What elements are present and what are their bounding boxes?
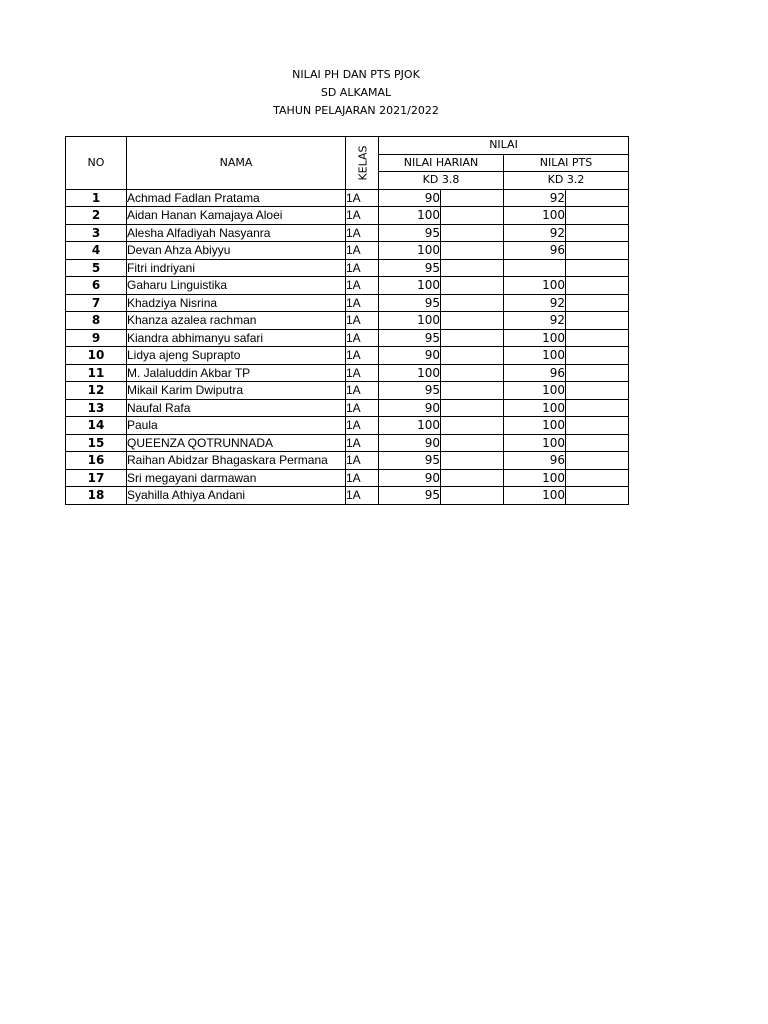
nilai-harian-blank xyxy=(441,487,504,505)
nilai-harian-blank xyxy=(441,469,504,487)
title-line-2: SD ALKAMAL xyxy=(320,86,392,99)
table-row xyxy=(66,469,629,487)
nilai-harian-value: 95 xyxy=(379,224,441,242)
student-class: 1A xyxy=(346,434,379,452)
nilai-harian-value: 100 xyxy=(379,417,441,435)
header-kd-harian: KD 3.8 xyxy=(379,172,504,190)
nilai-pts-value: 100 xyxy=(504,487,566,505)
nilai-harian-blank xyxy=(441,399,504,417)
student-class: 1A xyxy=(346,189,379,207)
row-number: 13 xyxy=(66,399,127,417)
row-number: 7 xyxy=(66,294,127,312)
nilai-pts-blank xyxy=(566,434,629,452)
nilai-pts-value: 100 xyxy=(504,434,566,452)
nilai-harian-blank xyxy=(441,242,504,260)
row-number: 16 xyxy=(66,452,127,470)
row-number: 15 xyxy=(66,434,127,452)
nilai-pts-value: 100 xyxy=(504,329,566,347)
row-number: 2 xyxy=(66,207,127,225)
student-name: Kiandra abhimanyu safari xyxy=(127,329,346,347)
nilai-harian-value: 90 xyxy=(379,469,441,487)
table-row xyxy=(66,189,629,207)
header-kd-pts: KD 3.2 xyxy=(504,172,629,190)
student-name: Naufal Rafa xyxy=(127,399,346,417)
nilai-harian-blank xyxy=(441,259,504,277)
row-number: 1 xyxy=(66,189,127,207)
table-row xyxy=(66,364,629,382)
nilai-pts-value xyxy=(504,259,566,277)
header-nama: NAMA xyxy=(127,137,346,190)
student-class: 1A xyxy=(346,224,379,242)
nilai-pts-blank xyxy=(566,417,629,435)
table-row xyxy=(66,399,629,417)
nilai-pts-value: 100 xyxy=(504,382,566,400)
nilai-pts-blank xyxy=(566,487,629,505)
nilai-pts-blank xyxy=(566,277,629,295)
header-kelas-label: KELAS xyxy=(356,145,370,181)
student-class: 1A xyxy=(346,259,379,277)
table-row xyxy=(66,277,629,295)
nilai-pts-blank xyxy=(566,469,629,487)
nilai-harian-value: 95 xyxy=(379,294,441,312)
nilai-pts-value: 100 xyxy=(504,347,566,365)
nilai-harian-value: 95 xyxy=(379,382,441,400)
table-row xyxy=(66,347,629,365)
student-class: 1A xyxy=(346,312,379,330)
nilai-harian-value: 100 xyxy=(379,207,441,225)
student-class: 1A xyxy=(346,329,379,347)
header-nilai-pts: NILAI PTS xyxy=(504,154,629,172)
table-row xyxy=(66,242,629,260)
table-row xyxy=(66,452,629,470)
nilai-pts-blank xyxy=(566,364,629,382)
nilai-pts-value: 100 xyxy=(504,417,566,435)
header-kelas xyxy=(346,137,379,190)
student-name: QUEENZA QOTRUNNADA xyxy=(127,434,346,452)
nilai-harian-blank xyxy=(441,312,504,330)
nilai-harian-blank xyxy=(441,347,504,365)
row-number: 4 xyxy=(66,242,127,260)
table-row xyxy=(66,487,629,505)
table-row xyxy=(66,312,629,330)
student-class: 1A xyxy=(346,242,379,260)
row-number: 3 xyxy=(66,224,127,242)
nilai-harian-value: 90 xyxy=(379,434,441,452)
nilai-harian-value: 100 xyxy=(379,364,441,382)
nilai-harian-blank xyxy=(441,294,504,312)
student-class: 1A xyxy=(346,382,379,400)
table-body xyxy=(66,189,629,504)
nilai-harian-blank xyxy=(441,277,504,295)
student-class: 1A xyxy=(346,487,379,505)
student-name: Syahilla Athiya Andani xyxy=(127,487,346,505)
nilai-harian-value: 100 xyxy=(379,277,441,295)
student-name: Mikail Karim Dwiputra xyxy=(127,382,346,400)
title-line-1: NILAI PH DAN PTS PJOK xyxy=(292,68,420,81)
row-number: 12 xyxy=(66,382,127,400)
nilai-pts-value: 100 xyxy=(504,469,566,487)
table-row xyxy=(66,329,629,347)
nilai-pts-blank xyxy=(566,312,629,330)
student-name: Khanza azalea rachman xyxy=(127,312,346,330)
nilai-harian-value: 95 xyxy=(379,329,441,347)
student-name: Khadziya Nisrina xyxy=(127,294,346,312)
nilai-harian-blank xyxy=(441,417,504,435)
nilai-harian-blank xyxy=(441,382,504,400)
nilai-harian-blank xyxy=(441,224,504,242)
nilai-pts-value: 92 xyxy=(504,189,566,207)
table-row xyxy=(66,259,629,277)
row-number: 5 xyxy=(66,259,127,277)
table-row xyxy=(66,417,629,435)
student-class: 1A xyxy=(346,207,379,225)
student-name: Lidya ajeng Suprapto xyxy=(127,347,346,365)
nilai-pts-value: 100 xyxy=(504,399,566,417)
row-number: 14 xyxy=(66,417,127,435)
student-class: 1A xyxy=(346,294,379,312)
nilai-harian-blank xyxy=(441,434,504,452)
nilai-pts-blank xyxy=(566,224,629,242)
nilai-harian-value: 95 xyxy=(379,487,441,505)
nilai-pts-value: 96 xyxy=(504,364,566,382)
header-nilai-harian: NILAI HARIAN xyxy=(379,154,504,172)
student-class: 1A xyxy=(346,364,379,382)
row-number: 11 xyxy=(66,364,127,382)
student-class: 1A xyxy=(346,347,379,365)
nilai-pts-blank xyxy=(566,329,629,347)
student-class: 1A xyxy=(346,417,379,435)
student-name: Devan Ahza Abiyyu xyxy=(127,242,346,260)
nilai-pts-value: 96 xyxy=(504,242,566,260)
title-line-3: TAHUN PELAJARAN 2021/2022 xyxy=(273,104,439,117)
student-name: Raihan Abidzar Bhagaskara Permana xyxy=(127,452,346,470)
row-number: 10 xyxy=(66,347,127,365)
table-row xyxy=(66,434,629,452)
student-class: 1A xyxy=(346,399,379,417)
nilai-harian-blank xyxy=(441,364,504,382)
nilai-pts-blank xyxy=(566,399,629,417)
nilai-pts-blank xyxy=(566,207,629,225)
nilai-pts-blank xyxy=(566,294,629,312)
student-name: Sri megayani darmawan xyxy=(127,469,346,487)
nilai-harian-blank xyxy=(441,329,504,347)
document-title xyxy=(0,66,712,120)
header-no: NO xyxy=(66,137,127,190)
student-name: M. Jalaluddin Akbar TP xyxy=(127,364,346,382)
nilai-harian-blank xyxy=(441,207,504,225)
student-class: 1A xyxy=(346,452,379,470)
student-name: Fitri indriyani xyxy=(127,259,346,277)
nilai-pts-blank xyxy=(566,347,629,365)
row-number: 6 xyxy=(66,277,127,295)
nilai-pts-value: 100 xyxy=(504,207,566,225)
grades-table xyxy=(65,136,629,505)
nilai-pts-blank xyxy=(566,382,629,400)
row-number: 17 xyxy=(66,469,127,487)
student-name: Gaharu Linguistika xyxy=(127,277,346,295)
nilai-pts-blank xyxy=(566,242,629,260)
student-name: Alesha Alfadiyah Nasyanra xyxy=(127,224,346,242)
nilai-harian-value: 100 xyxy=(379,312,441,330)
row-number: 9 xyxy=(66,329,127,347)
student-class: 1A xyxy=(346,277,379,295)
nilai-pts-blank xyxy=(566,189,629,207)
nilai-harian-value: 95 xyxy=(379,452,441,470)
student-name: Aidan Hanan Kamajaya Aloei xyxy=(127,207,346,225)
nilai-pts-value: 96 xyxy=(504,452,566,470)
student-name: Achmad Fadlan Pratama xyxy=(127,189,346,207)
nilai-pts-value: 100 xyxy=(504,277,566,295)
table-row xyxy=(66,382,629,400)
row-number: 18 xyxy=(66,487,127,505)
nilai-pts-blank xyxy=(566,259,629,277)
nilai-pts-blank xyxy=(566,452,629,470)
nilai-harian-blank xyxy=(441,189,504,207)
nilai-harian-value: 90 xyxy=(379,347,441,365)
row-number: 8 xyxy=(66,312,127,330)
nilai-harian-blank xyxy=(441,452,504,470)
student-name: Paula xyxy=(127,417,346,435)
nilai-pts-value: 92 xyxy=(504,224,566,242)
header-nilai: NILAI xyxy=(379,137,629,155)
nilai-pts-value: 92 xyxy=(504,312,566,330)
nilai-harian-value: 100 xyxy=(379,242,441,260)
nilai-harian-value: 90 xyxy=(379,189,441,207)
nilai-harian-value: 90 xyxy=(379,399,441,417)
table-row xyxy=(66,294,629,312)
nilai-harian-value: 95 xyxy=(379,259,441,277)
student-class: 1A xyxy=(346,469,379,487)
table-row xyxy=(66,207,629,225)
nilai-pts-value: 92 xyxy=(504,294,566,312)
table-row xyxy=(66,224,629,242)
